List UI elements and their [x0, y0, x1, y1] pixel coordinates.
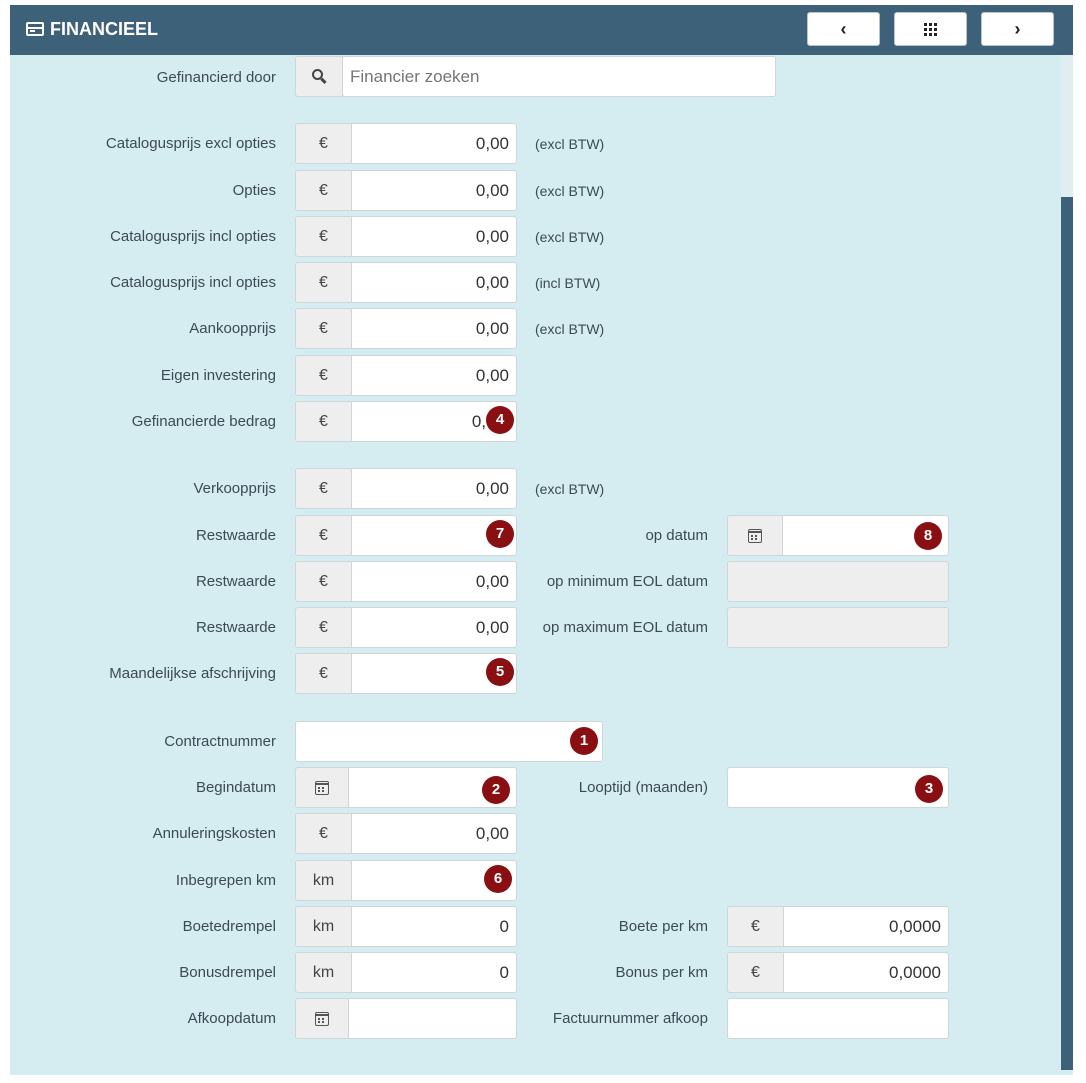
- date-picker-button[interactable]: [295, 767, 349, 808]
- catalogus-incl-suffix: (excl BTW): [535, 229, 605, 245]
- catalogus-excl-input[interactable]: 0,00: [351, 123, 517, 164]
- factuurnummer-afkoop-label: Factuurnummer afkoop: [552, 1010, 708, 1027]
- euro-addon: €: [727, 906, 784, 947]
- chevron-left-icon: ‹: [840, 18, 847, 39]
- annuleringskosten-input[interactable]: 0,00: [351, 813, 517, 854]
- annotation-badge-7: 7: [486, 520, 514, 548]
- euro-addon: €: [295, 813, 352, 854]
- looptijd-label: Looptijd (maanden): [578, 779, 708, 796]
- financier-label: Gefinancierd door: [156, 69, 276, 86]
- restwaarde-min-label: Restwaarde: [195, 573, 276, 590]
- catalogus-incl-btw-input[interactable]: 0,00: [351, 262, 517, 303]
- euro-addon: €: [295, 607, 352, 648]
- euro-addon: €: [295, 123, 352, 164]
- afkoopdatum-input[interactable]: [348, 998, 517, 1039]
- overview-button[interactable]: [894, 12, 967, 46]
- annotation-badge-8: 8: [914, 522, 942, 550]
- opties-label: Opties: [232, 182, 276, 199]
- gefinancierde-bedrag-label: Gefinancierde bedrag: [131, 413, 276, 430]
- op-minimum-eol-label: op minimum EOL datum: [546, 573, 708, 590]
- verkoopprijs-suffix: (excl BTW): [535, 481, 605, 497]
- panel-title: [26, 19, 158, 40]
- annuleringskosten-label: Annuleringskosten: [152, 825, 276, 842]
- catalogus-incl-excl-btw-input[interactable]: 0,00: [351, 216, 517, 257]
- verkoopprijs-input[interactable]: 0,00: [351, 468, 517, 509]
- euro-addon: €: [295, 401, 352, 442]
- verkoopprijs-label: Verkoopprijs: [193, 480, 276, 497]
- km-addon: km: [295, 952, 352, 993]
- date-picker-button[interactable]: [727, 515, 783, 556]
- factuurnummer-afkoop-input[interactable]: [727, 998, 949, 1039]
- financieel-panel: [10, 5, 1073, 1075]
- catalogus-incl-label: Catalogusprijs incl opties: [110, 228, 276, 245]
- bonus-per-km-label: Bonus per km: [615, 964, 708, 981]
- euro-addon: €: [295, 653, 352, 694]
- boetedrempel-label: Boetedrempel: [182, 918, 276, 935]
- calendar-icon: [748, 529, 762, 543]
- inbegrepen-km-label: Inbegrepen km: [175, 872, 276, 889]
- euro-addon: €: [295, 355, 352, 396]
- contractnummer-label: Contractnummer: [164, 733, 276, 750]
- restwaarde-label: Restwaarde: [195, 527, 276, 544]
- date-picker-button[interactable]: [295, 998, 349, 1039]
- aankoopprijs-label: Aankoopprijs: [189, 320, 276, 337]
- grid-icon: [924, 23, 937, 36]
- annotation-badge-5: 5: [486, 658, 514, 686]
- afkoopdatum-label: Afkoopdatum: [187, 1010, 276, 1027]
- eigen-investering-input[interactable]: 0,00: [351, 355, 517, 396]
- op-datum-label: op datum: [645, 527, 708, 544]
- annotation-badge-3: 3: [915, 775, 943, 803]
- search-icon: [312, 69, 323, 80]
- restwaarde-max-input[interactable]: 0,00: [351, 607, 517, 648]
- opties-input[interactable]: 0,00: [351, 170, 517, 211]
- begindatum-label: Begindatum: [195, 779, 276, 796]
- maximum-eol-datum-field: [727, 607, 949, 648]
- panel-title-text: FINANCIEEL: [50, 19, 158, 39]
- financier-search-input[interactable]: [342, 56, 776, 97]
- restwaarde-min-input[interactable]: 0,00: [351, 561, 517, 602]
- aankoopprijs-input[interactable]: 0,00: [351, 308, 517, 349]
- calendar-icon: [315, 781, 329, 795]
- boete-per-km-label: Boete per km: [618, 918, 708, 935]
- next-button[interactable]: [981, 12, 1054, 46]
- euro-addon: €: [295, 216, 352, 257]
- euro-addon: €: [295, 170, 352, 211]
- euro-addon: €: [727, 952, 784, 993]
- euro-addon: €: [295, 561, 352, 602]
- bonusdrempel-label: Bonusdrempel: [179, 964, 276, 981]
- financier-search-button[interactable]: [295, 56, 343, 97]
- euro-addon: €: [295, 515, 352, 556]
- bonus-per-km-input[interactable]: 0,0000: [783, 952, 949, 993]
- catalogus-excl-suffix: (excl BTW): [535, 136, 605, 152]
- catalogus-excl-label: Catalogusprijs excl opties: [105, 135, 276, 152]
- km-addon: km: [295, 906, 352, 947]
- gefinancierde-bedrag-input[interactable]: 0,: [351, 401, 517, 442]
- calendar-icon: [315, 1012, 329, 1026]
- boetedrempel-input[interactable]: 0: [351, 906, 517, 947]
- panel-header: [10, 5, 1073, 55]
- euro-addon: €: [295, 262, 352, 303]
- opties-suffix: (excl BTW): [535, 183, 605, 199]
- aankoopprijs-suffix: (excl BTW): [535, 321, 605, 337]
- scrollbar-thumb[interactable]: [1061, 197, 1073, 1070]
- euro-addon: €: [295, 308, 352, 349]
- annotation-badge-2: 2: [482, 776, 510, 804]
- annotation-badge-4: 4: [486, 406, 514, 434]
- chevron-right-icon: ›: [1014, 18, 1021, 39]
- restwaarde-max-label: Restwaarde: [195, 619, 276, 636]
- catalogus-incl-btw-suffix: (incl BTW): [535, 275, 601, 291]
- catalogus-incl-btw-label: Catalogusprijs incl opties: [110, 274, 276, 291]
- euro-addon: €: [295, 468, 352, 509]
- credit-card-icon: [26, 22, 44, 36]
- contractnummer-input[interactable]: [295, 721, 603, 762]
- annotation-badge-1: 1: [570, 727, 598, 755]
- bonusdrempel-input[interactable]: 0: [351, 952, 517, 993]
- previous-button[interactable]: [807, 12, 880, 46]
- boete-per-km-input[interactable]: 0,0000: [783, 906, 949, 947]
- km-addon: km: [295, 860, 352, 901]
- eigen-investering-label: Eigen investering: [160, 367, 276, 384]
- op-maximum-eol-label: op maximum EOL datum: [542, 619, 708, 636]
- annotation-badge-6: 6: [484, 865, 512, 893]
- minimum-eol-datum-field: [727, 561, 949, 602]
- maandelijkse-afschrijving-label: Maandelijkse afschrijving: [109, 665, 276, 682]
